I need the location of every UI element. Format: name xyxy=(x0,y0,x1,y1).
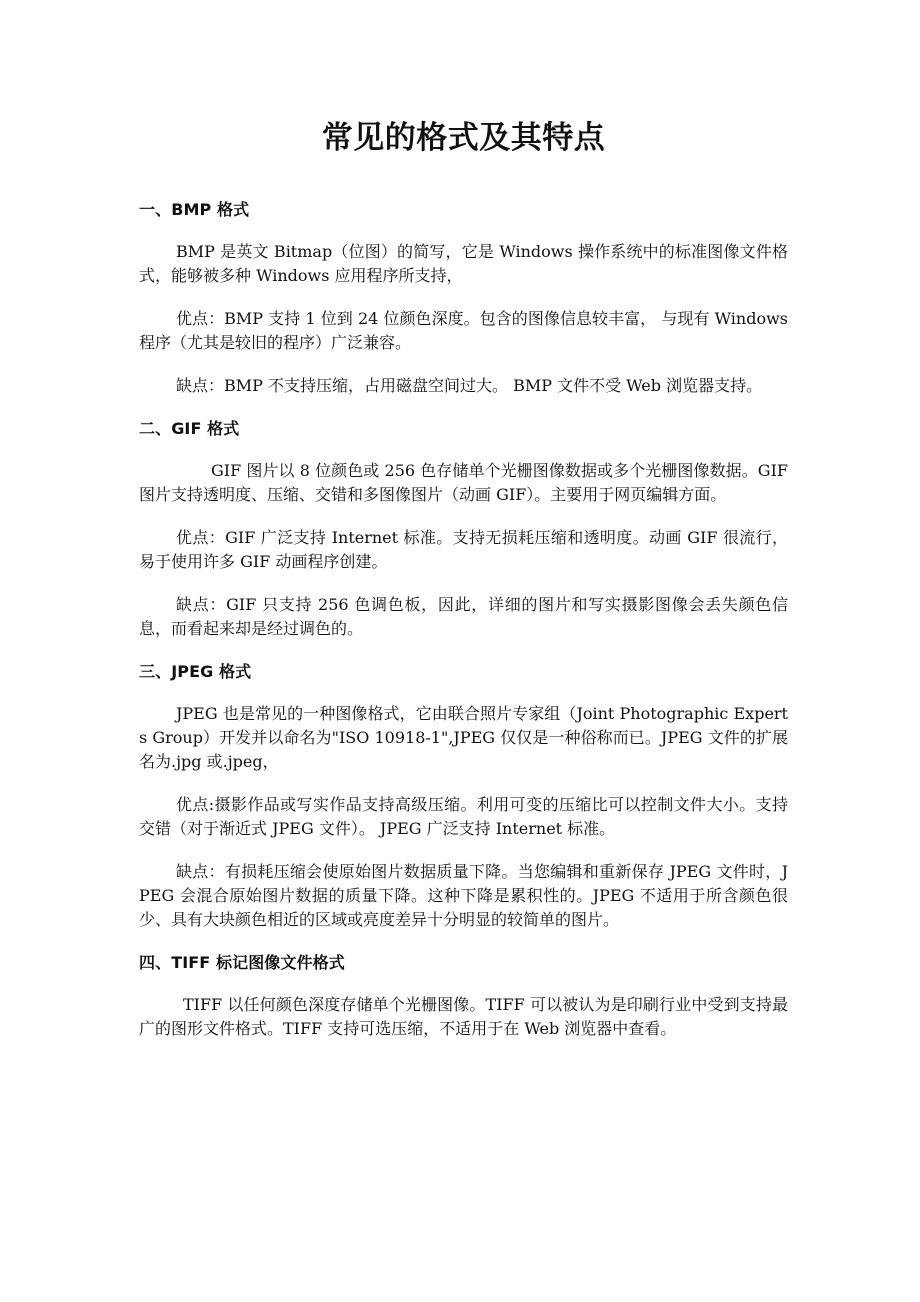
bmp-description: BMP 是英文 Bitmap（位图）的简写，它是 Windows 操作系统中的标准图像文件格式，能够被多种 Windows 应用程序所支持， xyxy=(139,242,788,285)
jpeg-advantages: 优点:摄影作品或写实作品支持高级压缩。利用可变的压缩比可以控制文件大小。支持交错（对于渐近式 JPEG 文件）。 JPEG 广泛支持 Internet 标准。 xyxy=(139,795,788,838)
page-title: 常见的格式及其特点 xyxy=(321,120,606,156)
section-jpeg xyxy=(139,660,788,932)
jpeg-description: JPEG 也是常见的一种图像格式，它由联合照片专家组（Joint Photographic Experts Group）开发并以命名为"ISO 10918-1",JPEG 仅仅是一种俗称而已。JPEG 文件的扩展名为.jpg 或.jpeg， xyxy=(139,704,788,771)
bmp-advantages: 优点：BMP 支持 1 位到 24 位颜色深度。包含的图像信息较丰富， 与现有 Windows 程序（尤其是较旧的程序）广泛兼容。 xyxy=(139,309,788,352)
section-heading-gif: 二、GIF 格式 xyxy=(139,419,240,438)
gif-description: GIF 图片以 8 位颜色或 256 色存储单个光栅图像数据或多个光栅图像数据。GIF 图片支持透明度、压缩、交错和多图像图片（动画 GIF）。主要用于网页编辑方面。 xyxy=(139,461,788,504)
gif-disadvantages: 缺点：GIF 只支持 256 色调色板，因此，详细的图片和写实摄影图像会丢失颜色信息，而看起来却是经过调色的。 xyxy=(139,595,788,638)
tiff-description: TIFF 以任何颜色深度存储单个光栅图像。TIFF 可以被认为是印刷行业中受到支持最广的图形文件格式。TIFF 支持可选压缩，不适用于在 Web 浏览器中查看。 xyxy=(139,995,788,1038)
jpeg-disadvantages: 缺点：有损耗压缩会使原始图片数据质量下降。当您编辑和重新保存 JPEG 文件时，JPEG 会混合原始图片数据的质量下降。这种下降是累积性的。JPEG 不适用于所含颜色很少、具有大块颜色相近的区域或亮度差异十分明显的较简单的图片。 xyxy=(139,862,788,929)
section-tiff xyxy=(139,951,788,1041)
section-bmp xyxy=(139,198,788,398)
bmp-disadvantages: 缺点：BMP 不支持压缩，占用磁盘空间过大。 BMP 文件不受 Web 浏览器支持。 xyxy=(176,376,763,395)
section-heading-bmp: 一、BMP 格式 xyxy=(139,200,250,219)
section-heading-jpeg: 三、JPEG 格式 xyxy=(139,662,252,681)
gif-advantages: 优点：GIF 广泛支持 Internet 标准。支持无损耗压缩和透明度。动画 GIF 很流行，易于使用许多 GIF 动画程序创建。 xyxy=(139,528,788,571)
section-gif xyxy=(139,417,788,641)
section-heading-tiff: 四、TIFF 标记图像文件格式 xyxy=(139,953,345,972)
